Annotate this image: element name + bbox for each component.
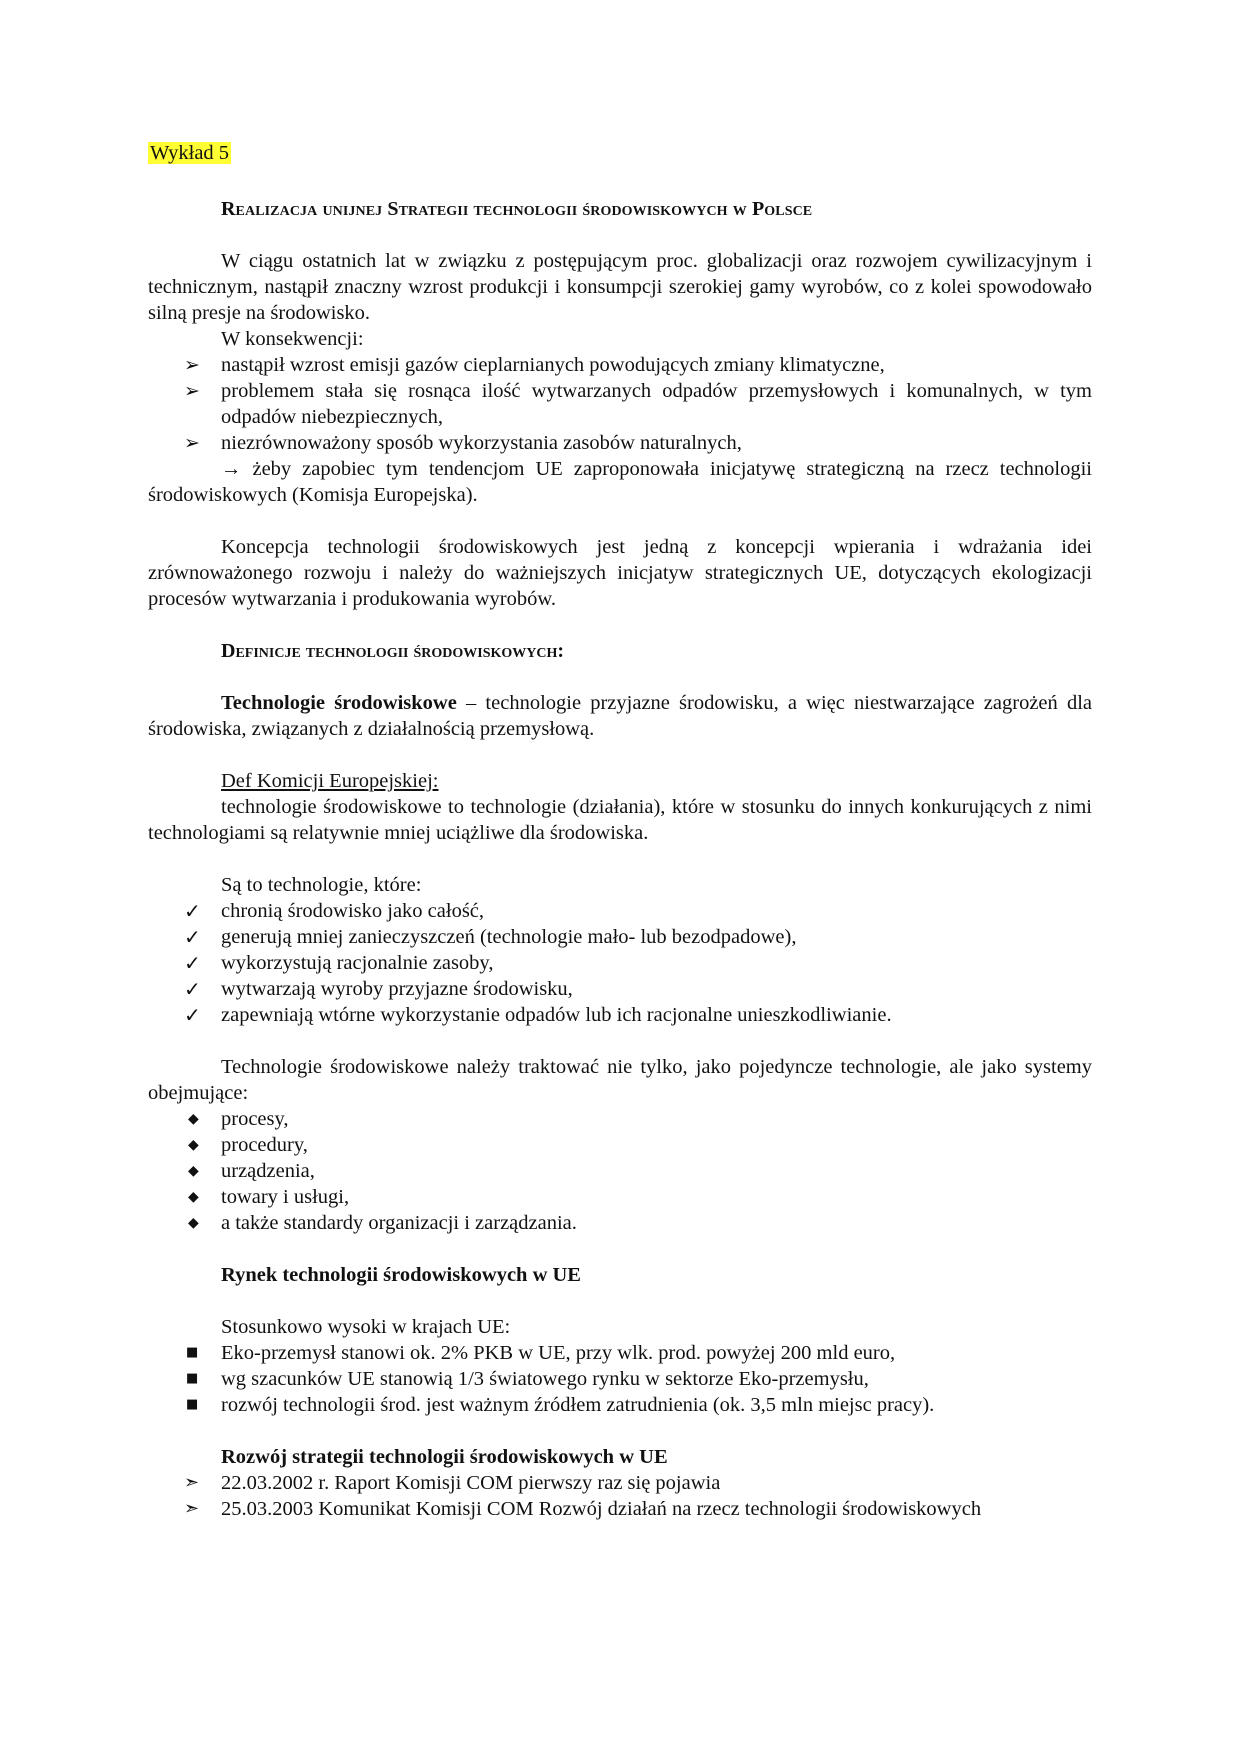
- development-heading: Rozwój strategii technologii środowiskowych w UE: [221, 1446, 668, 1468]
- intro-conclusion: → żeby zapobiec tym tendencjom UE zaproponowała inicjatywę strategiczną na rzecz technologii środowiskowych (Komisja Europejska).: [148, 458, 1092, 506]
- list-item: ➣ 22.03.2002 r. Raport Komisji COM pierwszy raz się pojawia: [184, 1472, 721, 1494]
- list-item: ✓ wykorzystują racjonalnie zasoby,: [184, 951, 494, 975]
- square-bullet-icon: ■: [186, 1345, 199, 1360]
- list-item: ■ wg szacunków UE stanowią 1/3 światowego rynku w sektorze Eko-przemysłu,: [186, 1368, 869, 1390]
- market-list: [148, 1340, 1092, 1418]
- list-item: ➢ problemem stała się rosnąca ilość wytwarzanych odpadów przemysłowych i komunalnych, w tym odpadów niebezpiecznych,: [184, 380, 1092, 428]
- consequence-label: W konsekwencji:: [221, 328, 364, 350]
- pointing-hand-bullet-icon: ➣: [184, 1498, 200, 1519]
- diamond-bullet-icon: ◆: [188, 1137, 199, 1153]
- checkmark-icon: ✓: [184, 977, 201, 1001]
- list-item: ✓ chronią środowisko jako całość,: [184, 899, 485, 923]
- ec-definition-text: technologie środowiskowe to technologie (działania), które w stosunku do innych konkurujących z nimi technologiami są relatywnie mniej uciążliwe dla środowiska.: [148, 796, 1092, 844]
- pointing-hand-bullet-icon: ➣: [184, 1472, 200, 1493]
- checkmark-icon: ✓: [184, 899, 201, 923]
- list-item: ◆ urządzenia,: [188, 1160, 315, 1182]
- intro-paragraph: W ciągu ostatnich lat w związku z postępującym proc. globalizacji oraz rozwojem cywilizacyjnym i technicznym, nastąpił znaczny wzrost produkcji i konsumpcji szerokiej gamy wyrobów, co z kolei spowodowało silną presje na środowisko.: [148, 250, 1092, 324]
- checkmark-icon: ✓: [184, 951, 201, 975]
- ec-definition-heading: Def Komicji Europejskiej:: [221, 770, 439, 792]
- features-list: [148, 898, 1092, 1028]
- checkmark-icon: ✓: [184, 925, 201, 949]
- definition-text: – technologie przyjazne środowisku, a więc niestwarzające zagrożeń dla środowiska, związanych z działalnością przemysłową.: [148, 692, 1092, 740]
- diamond-bullet-icon: ◆: [188, 1189, 199, 1205]
- development-list: [148, 1470, 1092, 1522]
- list-item: ◆ procedury,: [188, 1134, 308, 1156]
- market-heading: Rynek technologii środowiskowych w UE: [221, 1264, 581, 1286]
- arrow-bullet-icon: ➢: [184, 354, 200, 376]
- list-item: ➣ 25.03.2003 Komunikat Komisji COM Rozwój działań na rzecz technologii środowiskowych: [184, 1498, 982, 1520]
- consequence-list: [148, 352, 1092, 456]
- list-item: ➢ niezrównoważony sposób wykorzystania zasobów naturalnych,: [184, 432, 742, 454]
- diamond-bullet-icon: ◆: [188, 1111, 199, 1127]
- diamond-bullet-icon: ◆: [188, 1215, 199, 1231]
- square-bullet-icon: ■: [186, 1371, 199, 1386]
- checkmark-icon: ✓: [184, 1003, 201, 1027]
- list-item: ➢ nastąpił wzrost emisji gazów cieplarnianych powodujących zmiany klimatyczne,: [184, 354, 885, 376]
- systems-list: [148, 1106, 1092, 1236]
- list-item: ■ Eko-przemysł stanowi ok. 2% PKB w UE, przy wlk. prod. powyżej 200 mld euro,: [186, 1342, 896, 1364]
- concept-paragraph: Koncepcja technologii środowiskowych jest jedną z koncepcji wpierania i wdrażania idei zrównoważonego rozwoju i należy do ważniejszych inicjatyw strategicznych UE, dotyczących ekologizacji procesów wytwarzania i produkowania wyrobów.: [148, 536, 1092, 610]
- list-item: ■ rozwój technologii środ. jest ważnym źródłem zatrudnienia (ok. 3,5 mln miejsc pracy).: [186, 1394, 935, 1416]
- document-page: [148, 140, 1092, 1522]
- list-item: ✓ wytwarzają wyroby przyjazne środowisku,: [184, 977, 573, 1001]
- definition-paragraph: [148, 690, 1092, 742]
- definition-term: Technologie środowiskowe: [221, 692, 457, 714]
- diamond-bullet-icon: ◆: [188, 1163, 199, 1179]
- document-title: Realizacja unijnej Strategii technologii środowiskowych w Polsce: [221, 198, 813, 220]
- systems-paragraph: Technologie środowiskowe należy traktować nie tylko, jako pojedyncze technologie, ale jako systemy obejmujące:: [148, 1056, 1092, 1104]
- list-item: ◆ a także standardy organizacji i zarządzania.: [188, 1212, 577, 1234]
- market-lead: Stosunkowo wysoki w krajach UE:: [221, 1316, 511, 1338]
- list-item: ✓ zapewniają wtórne wykorzystanie odpadów lub ich racjonalne unieszkodliwianie.: [184, 1003, 892, 1027]
- definitions-heading: Definicje technologii środowiskowych:: [221, 640, 565, 662]
- list-item: ✓ generują mniej zanieczyszczeń (technologie mało- lub bezodpadowe),: [184, 925, 797, 949]
- arrow-bullet-icon: ➢: [184, 432, 200, 454]
- lecture-label: [148, 140, 1092, 166]
- features-lead: Są to technologie, które:: [221, 874, 422, 896]
- square-bullet-icon: ■: [186, 1397, 199, 1412]
- lecture-label-highlight: Wykład 5: [150, 142, 230, 164]
- list-item: ◆ towary i usługi,: [188, 1186, 350, 1208]
- arrow-bullet-icon: ➢: [184, 380, 200, 402]
- list-item: ◆ procesy,: [188, 1108, 289, 1130]
